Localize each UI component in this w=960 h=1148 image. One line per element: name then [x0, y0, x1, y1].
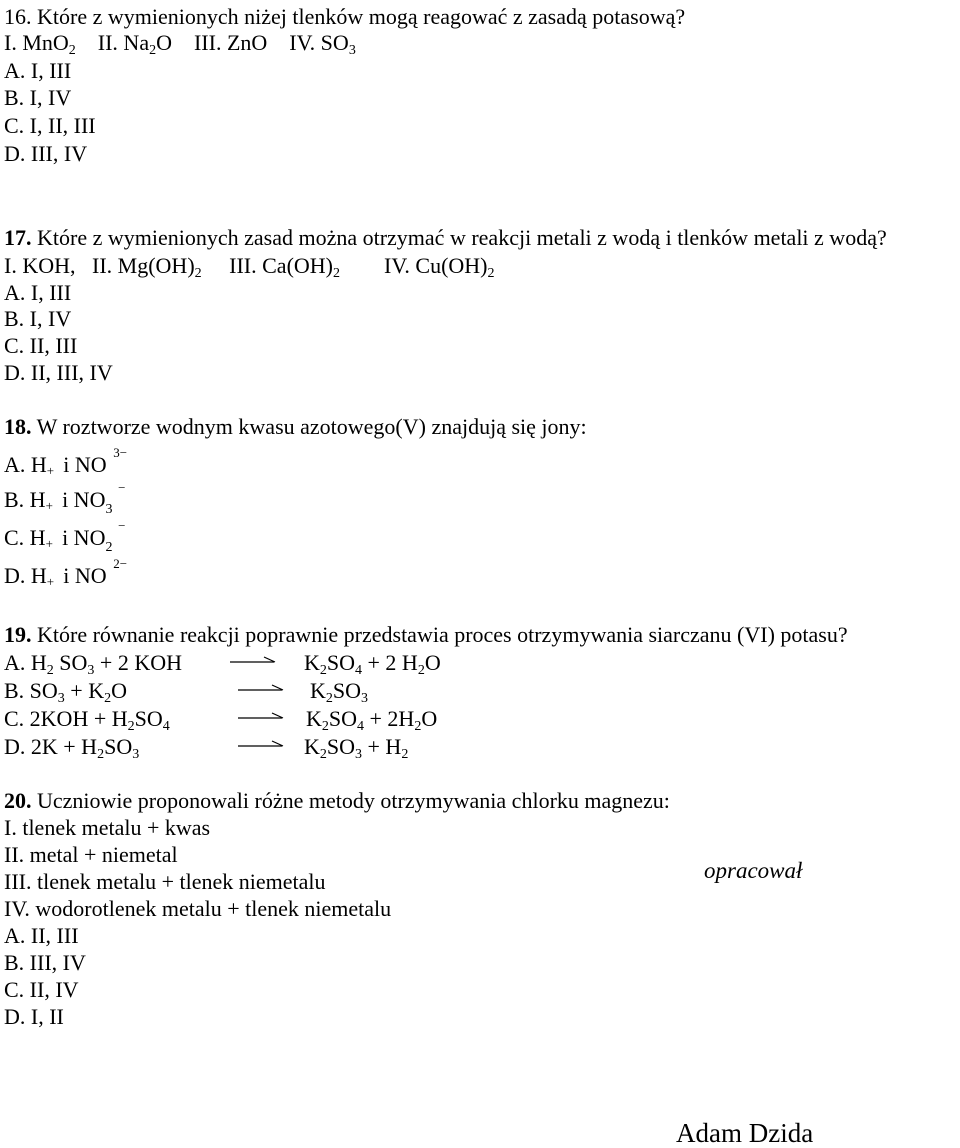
q20-answer-d: D. I, II	[4, 1004, 64, 1029]
q17-question	[4, 225, 887, 251]
q20-item-1: I. tlenek metalu + kwas	[4, 815, 211, 840]
q20-question	[4, 788, 670, 814]
q19-question	[4, 622, 848, 648]
q19-equation-c	[4, 706, 904, 732]
q19-equation-b	[4, 678, 904, 704]
q17-option-4: IV. $Cu(OH)_2$	[384, 253, 495, 281]
q19-c-lhs: C. $2KOH + H_2SO_4$	[4, 706, 170, 734]
q19-a-rhs: $K_2SO_4 + 2$ $H_2O$	[304, 650, 441, 678]
q20-answer-b: B. III, IV	[4, 950, 86, 975]
q19-d-rhs: $K_2SO_3 + H_2$	[304, 734, 409, 762]
q17-answer-a: A. I, III	[4, 280, 72, 305]
q17-option-3: III. $Ca(OH)_2$	[229, 253, 341, 281]
q20-answer-a: A. II, III	[4, 923, 79, 948]
q16-question-text: Które z wymienionych niżej tlenków mogą reagować z zasadą potasową?	[37, 4, 686, 29]
q16-answer-d: D. III, IV	[4, 141, 88, 166]
q16-number: 16.	[4, 4, 32, 29]
q17-number: 17.	[4, 225, 32, 250]
q19-a-lhs: A. $H_2$ $SO_3 + 2$ KOH	[4, 650, 182, 678]
q18-answer-a: A. H + i NO 3−	[4, 445, 128, 478]
q17-answer-d: D. II, III, IV	[4, 360, 113, 385]
q20-question-text: Uczniowie proponowali różne metody otrzymywania chlorku magnezu:	[37, 788, 670, 813]
q17-options	[4, 253, 495, 279]
reaction-arrow-icon	[230, 653, 276, 667]
q18-number: 18.	[4, 414, 32, 439]
q17-option-1: I. KOH,	[4, 253, 76, 278]
reaction-arrow-icon	[238, 709, 284, 723]
q19-number: 19.	[4, 622, 32, 647]
author-label: opracował	[704, 858, 803, 883]
q20-answer-c: C. II, IV	[4, 977, 79, 1002]
q20-item-2: II. metal + niemetal	[4, 842, 178, 867]
q19-c-rhs: $K_2SO_4 + 2H_2O$	[306, 706, 438, 734]
q18-question	[4, 414, 587, 440]
q18-answer-c: C. H + i $NO_2$ −	[4, 518, 126, 555]
reaction-arrow-icon	[238, 681, 284, 695]
q17-answer-c: C. II, III	[4, 333, 78, 358]
q19-b-lhs: B. $SO_3 + K_2O$	[4, 678, 127, 706]
q20-item-3: III. tlenek metalu + tlenek niemetalu	[4, 869, 326, 894]
q19-b-rhs: $K_2SO_3$	[310, 678, 369, 706]
q16-option-2: II. $Na_2O$	[97, 30, 172, 58]
q16-answer-a: A. I, III	[4, 58, 72, 83]
q20-item-4: IV. wodorotlenek metalu + tlenek niemetalu	[4, 896, 392, 921]
q17-question-text: Które z wymienionych zasad można otrzymać w reakcji metali z wodą i tlenków metali z wodą?	[37, 225, 887, 250]
q17-option-2: II. $Mg(OH)_2$	[92, 253, 202, 281]
author-name: Adam Dzida	[676, 1118, 814, 1148]
q16-answer-b: B. I, IV	[4, 85, 72, 110]
q17-answer-b: B. I, IV	[4, 306, 72, 331]
q18-question-text: W roztworze wodnym kwasu azotowego(V) znajdują się jony:	[36, 414, 587, 439]
q19-equation-a	[4, 650, 904, 676]
reaction-arrow-icon	[238, 737, 284, 751]
q16-option-3: III. ZnO	[193, 30, 268, 55]
q19-d-lhs: D. $2K + H_2SO_3$	[4, 734, 140, 762]
q20-number: 20.	[4, 788, 32, 813]
q18-answer-b: B. H + i $NO_3$ −	[4, 480, 126, 517]
q16-options	[4, 30, 356, 56]
q16-option-1: I. MnO$_2$	[4, 30, 76, 58]
q16-answer-c: C. I, II, III	[4, 113, 96, 138]
q16-question	[4, 4, 685, 30]
q19-equation-d	[4, 734, 904, 760]
q18-answer-d: D. H + i NO 2−	[4, 556, 128, 589]
q19-question-text: Które równanie reakcji poprawnie przedstawia proces otrzymywania siarczanu (VI) potasu?	[37, 622, 848, 647]
q16-option-4: IV. $SO_3$	[289, 30, 356, 58]
